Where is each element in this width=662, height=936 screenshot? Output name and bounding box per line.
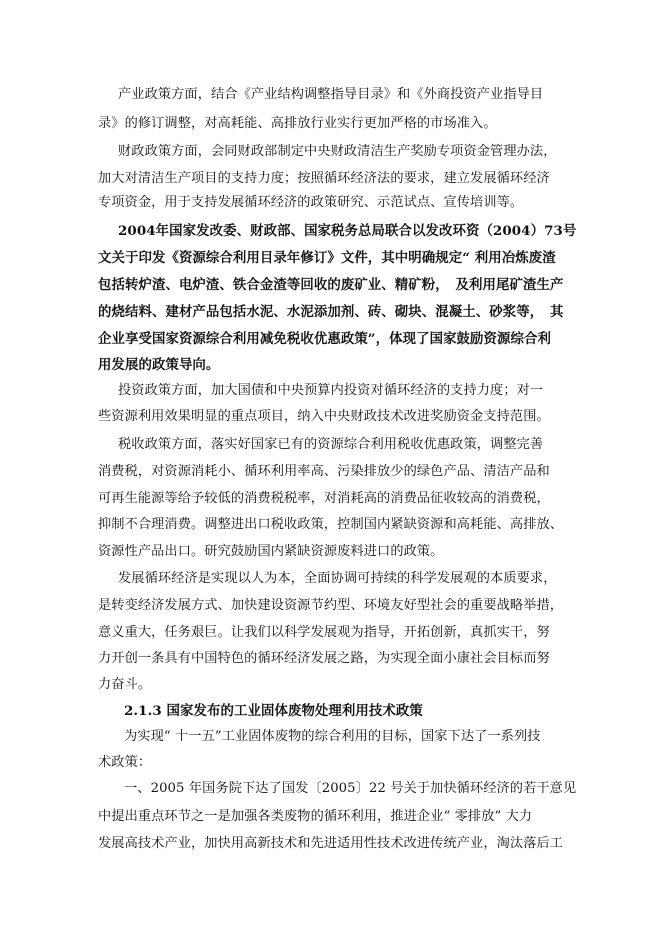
- line-16: [0, 486, 662, 512]
- line-26: [0, 750, 662, 776]
- line-11: [0, 352, 662, 378]
- line-5: [0, 190, 662, 216]
- line-text: 企业享受国家资源综合利用减免税收优惠政策”，体现了国家鼓励资源综合利: [98, 331, 551, 347]
- line-text: 包括转炉渣、电炉渣、铁合金渣等回收的废矿业、精矿粉， 及利用尾矿渣生产: [98, 277, 564, 293]
- section-heading-2-1-3: [0, 698, 662, 724]
- line-13: [0, 404, 662, 430]
- line-10: [0, 326, 662, 352]
- line-text: 资源性产品出口。研究鼓励国内紧缺资源废料进口的政策。: [98, 544, 444, 559]
- line-text: 财政政策方面，会同财政部制定中央财政清洁生产奖励专项资金管理办法，: [118, 144, 557, 159]
- line-9: [0, 299, 662, 325]
- line-text: 消费税，对资源消耗小、循环利用率高、污染排放少的绿色产品、清洁产品和: [98, 464, 550, 479]
- section-heading-text: 2.1.3 国家发布的工业固体废物处理利用技术政策: [124, 703, 423, 719]
- line-text: 2004年国家发改委、财政部、国家税务总局联合以发改环资（2004）73号: [118, 223, 577, 239]
- line-29: [0, 831, 662, 857]
- line-21: [0, 620, 662, 646]
- line-4: [0, 166, 662, 192]
- line-18: [0, 539, 662, 565]
- line-text: 发展循环经济是实现以人为本，全面协调可持续的科学发展观的本质要求，: [118, 571, 557, 586]
- line-2: [0, 111, 662, 137]
- line-text: 发展高技术产业，加快用高新技术和先进适用性技术改进传统产业，淘汰落后工: [98, 836, 564, 851]
- line-text: 意义重大，任务艰巨。让我们以科学发展观为指导，开拓创新，真抓实干，努: [98, 625, 550, 640]
- line-text: 可再生能源等给予较低的消费税税率，对消耗高的消费品征收较高的消费税，: [98, 491, 550, 506]
- line-text: 录》的修订调整，对高耗能、高排放行业实行更加严格的市场准入。: [98, 116, 497, 131]
- line-12: [0, 378, 662, 404]
- line-text: 中提出重点环节之一是加强各类废物的循环利用，推进企业“ 零排放” 大力: [98, 809, 533, 824]
- line-27: [0, 776, 662, 802]
- line-28: [0, 804, 662, 830]
- line-6: [0, 218, 662, 244]
- line-3: [0, 139, 662, 165]
- line-1: [0, 82, 662, 108]
- line-text: 术政策：: [98, 755, 152, 770]
- line-text: 加大对清洁生产项目的支持力度；按照循环经济法的要求，建立发展循环经济: [98, 171, 550, 186]
- line-text: 是转变经济发展方式、加快建设资源节约型、环境友好型社会的重要战略举措，: [98, 598, 564, 613]
- line-7: [0, 245, 662, 271]
- line-15: [0, 459, 662, 485]
- line-text: 一、2005 年国务院下达了国发〔2005〕22 号关于加快循环经济的若干意见: [124, 781, 577, 796]
- line-text: 的烧结料、建材产品包括水泥、水泥添加剂、砖、砌块、混凝土、砂浆等， 其: [98, 304, 564, 320]
- line-19: [0, 566, 662, 592]
- line-14: [0, 432, 662, 458]
- line-text: 投资政策方面，加大国债和中央预算内投资对循环经济的支持力度；对一: [118, 383, 544, 398]
- line-text: 些资源利用效果明显的重点项目，纳入中央财政技术改进奖励资金支持范围。: [98, 409, 550, 424]
- line-text: 抑制不合理消费。调整进出口税收政策，控制国内紧缺资源和高耗能、高排放、: [98, 517, 564, 532]
- line-text: 专项资金，用于支持发展循环经济的政策研究、示范试点、宣传培训等。: [98, 195, 524, 210]
- line-17: [0, 512, 662, 538]
- line-text: 产业政策方面，结合《产业结构调整指导目录》和《外商投资产业指导目: [118, 87, 544, 102]
- line-text: 用发展的政策导向。: [98, 357, 220, 373]
- line-text: 力开创一条具有中国特色的循环经济发展之路，为实现全面小康社会目标而努: [98, 651, 550, 666]
- line-23: [0, 672, 662, 698]
- line-20: [0, 593, 662, 619]
- line-8: [0, 272, 662, 298]
- line-text: 文关于印发《资源综合利用目录年修订》文件，其中明确规定“ 利用冶炼废渣: [98, 250, 556, 266]
- line-25: [0, 724, 662, 750]
- line-text: 为实现“ 十一五”工业固体废物的综合利用的目标，国家下达了一系列技: [124, 729, 541, 744]
- line-22: [0, 646, 662, 672]
- line-text: 力奋斗。: [98, 677, 152, 692]
- line-text: 税收政策方面，落实好国家已有的资源综合利用税收优惠政策，调整完善: [118, 437, 544, 452]
